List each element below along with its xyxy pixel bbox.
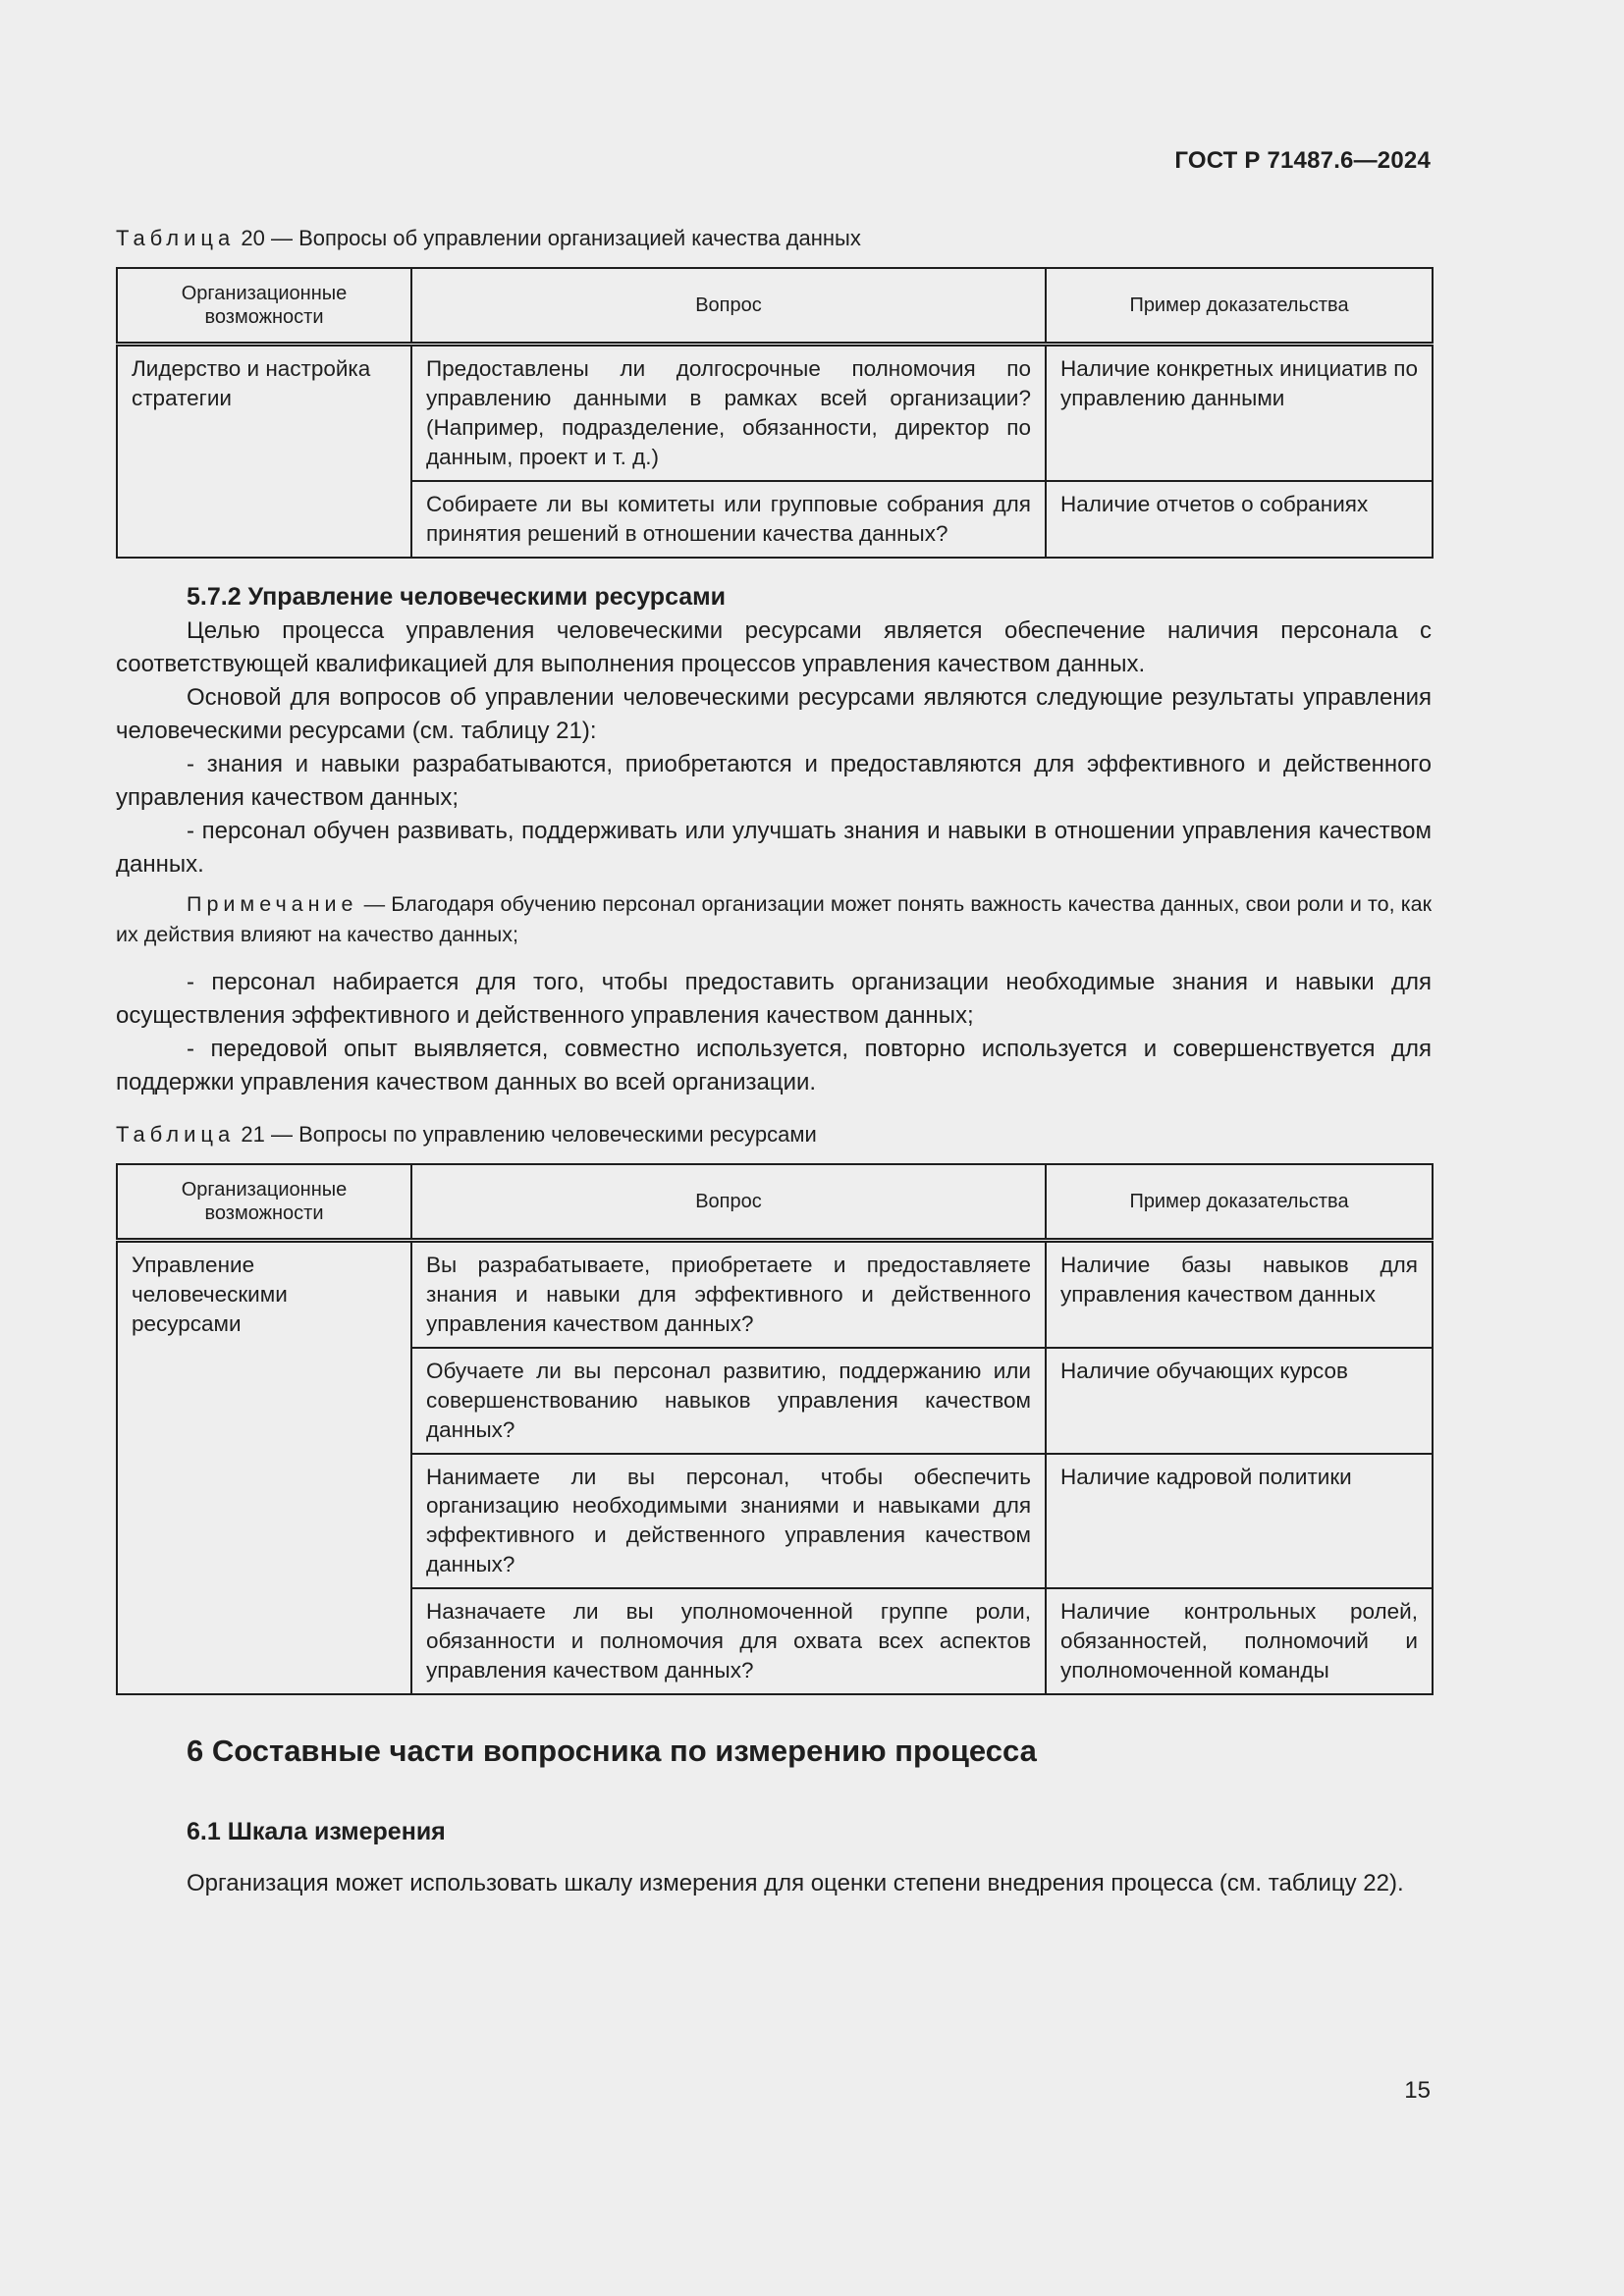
table21-question: Обучаете ли вы персонал развитию, поддержанию или совершенствованию навыков управления качеством данных? [411,1348,1046,1454]
list-item: - персонал набирается для того, чтобы предоставить организации необходимые знания и навыки для осуществления эффективного и действенного управления качеством данных; [116,969,1432,1029]
note-text: — Благодаря обучению персонал организации может понять важность качества данных, свои роли и то, как их действия влияют на качество данных; [116,892,1432,946]
table20 [116,267,1434,559]
section-heading-5-7-2: 5.7.2 Управление человеческими ресурсами [187,583,727,611]
table21-question: Назначаете ли вы уполномоченной группе роли, обязанности и полномочия для охвата всех аспектов управления качеством данных? [411,1588,1046,1694]
table20-caption-label: Таблица [116,226,236,250]
table21-caption-label: Таблица [116,1122,236,1147]
section-6-1-body [116,1867,1432,1900]
table21-evidence: Наличие обучающих курсов [1046,1348,1433,1454]
table21-evidence: Наличие кадровой политики [1046,1454,1433,1589]
note [116,889,1432,950]
table-row [117,345,1433,481]
list-item: - персонал обучен развивать, поддерживать или улучшать знания и навыки в отношении управления качеством данных. [116,818,1432,878]
section-5-7-2-body [116,614,1432,881]
paragraph: Целью процесса управления человеческими ресурсами является обеспечение наличия персонала с соответствующей квалификацией для выполнения процессов управления качеством данных. [116,617,1432,677]
table20-caption [116,226,861,251]
page-number: 15 [1404,2077,1431,2104]
table21-question: Нанимаете ли вы персонал, чтобы обеспечить организацию необходимыми знаниями и навыками для эффективного и действенного управления качеством данных? [411,1454,1046,1589]
table20-question: Собираете ли вы комитеты или групповые собрания для принятия решений в отношении качества данных? [411,481,1046,558]
table20-capability: Лидерство и настройка стратегии [117,345,411,558]
table21-capability: Управление человеческими ресурсами [117,1241,411,1694]
section-heading-6: 6 Составные части вопросника по измерению процесса [187,1734,1037,1768]
table20-header-capability: Организационные возможности [117,268,411,345]
table21-caption [116,1122,817,1148]
list-item: - передовой опыт выявляется, совместно используется, повторно используется и совершенствуется для поддержки управления качеством данных во всей организации. [116,1036,1432,1095]
document-code: ГОСТ Р 71487.6—2024 [1174,147,1431,174]
table21-question: Вы разрабатываете, приобретаете и предоставляете знания и навыки для эффективного и действенного управления качеством данных? [411,1241,1046,1348]
table21-evidence: Наличие базы навыков для управления качеством данных [1046,1241,1433,1348]
table21-header-row [117,1164,1433,1241]
table21 [116,1163,1434,1695]
table-row [117,1241,1433,1348]
table20-header-row [117,268,1433,345]
note-label: Примечание [187,892,358,916]
list-item: - знания и навыки разрабатываются, приобретаются и предоставляются для эффективного и действенного управления качеством данных; [116,751,1432,811]
table20-question: Предоставлены ли долгосрочные полномочия по управлению данными в рамках всей организации? (Например, подразделение, обязанности, директор по данным, проект и т. д.) [411,345,1046,481]
table21-caption-text: 21 — Вопросы по управлению человеческими ресурсами [241,1122,817,1147]
table20-evidence: Наличие конкретных инициатив по управлению данными [1046,345,1433,481]
section-heading-6-1: 6.1 Шкала измерения [187,1818,446,1845]
table20-evidence: Наличие отчетов о собраниях [1046,481,1433,558]
table21-header-capability: Организационные возможности [117,1164,411,1241]
table20-header-evidence: Пример доказательства [1046,268,1433,345]
table20-caption-text: 20 — Вопросы об управлении организацией качества данных [241,226,861,250]
table20-header-question: Вопрос [411,268,1046,345]
table21-header-question: Вопрос [411,1164,1046,1241]
table21-header-evidence: Пример доказательства [1046,1164,1433,1241]
paragraph: Организация может использовать шкалу измерения для оценки степени внедрения процесса (см. таблицу 22). [187,1870,1404,1896]
section-5-7-2-body-cont [116,966,1432,1099]
table21-evidence: Наличие контрольных ролей, обязанностей, полномочий и уполномоченной команды [1046,1588,1433,1694]
paragraph: Основой для вопросов об управлении человеческими ресурсами являются следующие результаты управления человеческими ресурсами (см. таблицу 21): [116,684,1432,744]
